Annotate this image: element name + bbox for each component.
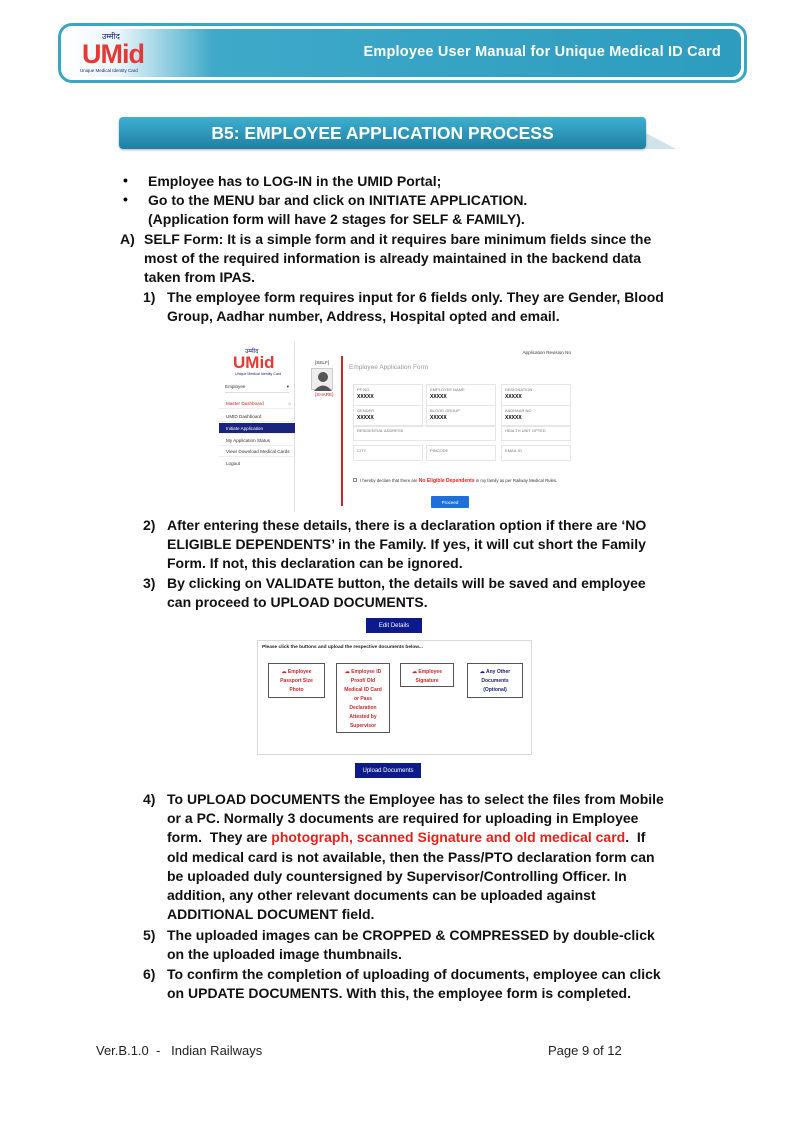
proceed-button[interactable]: Proceed (431, 496, 469, 508)
upload-icon: ☁ (479, 669, 485, 675)
logo-text: UMid (82, 39, 144, 69)
sidebar-logo-hindi: उम्मीद (245, 348, 259, 355)
menu-my-application-status[interactable]: My Application Status (219, 435, 295, 446)
menu-initiate-application[interactable]: Initiate Application (219, 423, 295, 434)
sidebar-logo-tagline: Unique Medical Identity Card (235, 372, 282, 376)
footer-version: Ver.B.1.0 - Indian Railways (96, 1043, 263, 1058)
menu-master-dashboard[interactable] (219, 398, 295, 409)
box-line: Proof/ Old (350, 678, 376, 684)
part-a-line: taken from IPAS. (144, 269, 255, 285)
field-value: XXXXX (430, 415, 447, 421)
step-4-line: To UPLOAD DOCUMENTS the Employee has to select the files from Mobile (167, 791, 664, 807)
declaration-highlight: No Eligible Dependents (418, 478, 475, 484)
upload-photo-button[interactable] (268, 663, 325, 698)
upload-other-documents-button[interactable] (467, 663, 523, 698)
upload-icon: ☁ (281, 669, 287, 675)
sidebar-logo (231, 348, 283, 376)
part-a-line: most of the required information is already maintained in the backend data (144, 250, 642, 266)
box-line: Any Other (486, 669, 511, 675)
step-5-line: on the uploaded image thumbnails. (167, 946, 402, 962)
menu-view-download-cards[interactable]: View/ Download Medical Cards (219, 446, 295, 457)
field-label: RESIDENTIAL ADDRESS (357, 428, 404, 433)
person-icon (312, 369, 334, 391)
step-6-number: 6) (143, 966, 156, 982)
profile-photo (311, 368, 333, 390)
upload-icon: ☁ (344, 669, 350, 675)
upload-id-proof-button[interactable] (336, 663, 390, 733)
part-a-marker: A) (120, 231, 135, 247)
pincode-select[interactable] (426, 445, 496, 461)
step-4-line: addition, any other relevant documents can be uploaded against (167, 887, 596, 903)
field-label: PINCODE (430, 448, 449, 453)
declaration-text: I hereby declare that there are (360, 478, 418, 483)
residential-address-field[interactable] (353, 425, 496, 441)
step-2-line: Form. If not, this declaration can be ignored. (167, 555, 463, 571)
city-select[interactable] (353, 445, 423, 461)
step-4-line (167, 828, 645, 848)
checkbox-icon[interactable] (353, 478, 357, 482)
aadhaar-field[interactable] (501, 405, 571, 427)
pf-no-field[interactable] (353, 384, 423, 406)
step-6-line: To confirm the completion of uploading of documents, employee can click (167, 966, 661, 982)
logo-tagline: Unique Medical Identity Card (80, 68, 138, 73)
bullet-dot-icon: • (123, 172, 128, 188)
box-line: or Pass (353, 696, 373, 702)
chevron-down-icon: ▾ (286, 384, 289, 389)
banner-tail (642, 131, 676, 149)
step-4-line: or a PC. Normally 3 documents are required for uploading in Employee (167, 810, 639, 826)
footer-page-number: Page 9 of 12 (548, 1043, 622, 1058)
box-line: Signature (415, 678, 439, 684)
form-title: Employee Application Form (349, 364, 429, 371)
upload-instruction: Please click the buttons and upload the respective documents below... (262, 645, 423, 650)
home-icon: ⌂ (288, 401, 291, 406)
bullet-2-note: (Application form will have 2 stages for SELF & FAMILY). (148, 211, 525, 227)
menu-logout[interactable]: Logout (226, 461, 241, 466)
step-4-line: ADDITIONAL DOCUMENT field. (167, 906, 375, 922)
sidebar (219, 342, 295, 512)
field-label: CITY (357, 448, 367, 453)
email-field[interactable] (501, 445, 571, 461)
upload-icon: ☁ (411, 669, 417, 675)
field-value: XXXXX (357, 394, 374, 400)
step-2-line: After entering these details, there is a declaration option if there are ‘NO (167, 517, 647, 533)
step-1-number: 1) (143, 289, 156, 305)
step-1-line: Group, Aadhar number, Address, Hospital opted and email. (167, 308, 560, 324)
box-line: Photo (289, 687, 304, 693)
section-title: B5: EMPLOYEE APPLICATION PROCESS (211, 122, 554, 143)
box-line: Employee (287, 669, 312, 675)
field-label: EMPLOYEE NAME (430, 387, 465, 392)
step-4-number: 4) (143, 791, 156, 807)
field-value: XXXXX (430, 394, 447, 400)
step-5-number: 5) (143, 927, 156, 943)
box-line: Employee ID (351, 669, 382, 675)
header-title: Employee User Manual for Unique Medical ID Card (363, 44, 721, 60)
step-3-line: can proceed to UPLOAD DOCUMENTS. (167, 594, 428, 610)
menu-label: Master Dashboard (226, 401, 264, 406)
step-4-line: be uploaded duly countersigned by Supervisor/Controlling Officer. In (167, 868, 627, 884)
box-line: Declaration (349, 705, 377, 711)
step-4-line: old medical card is not available, then the Pass/PTO declaration form can (167, 849, 655, 865)
upload-signature-button[interactable] (400, 663, 454, 687)
box-line: Attested by (349, 714, 377, 720)
upload-documents-button[interactable]: Upload Documents (355, 763, 421, 778)
field-label: BLOOD GROUP (430, 408, 460, 413)
declaration-row[interactable] (353, 478, 557, 484)
field-label: AADHAAR NO (505, 408, 532, 413)
employee-dropdown[interactable] (225, 384, 289, 393)
declaration-text: in my family as per Railway Medical Rules. (475, 478, 558, 483)
bullet-1: Employee has to LOG-IN in the UMID Portal; (148, 173, 442, 189)
step-4-text: form. They are (167, 829, 272, 845)
box-line: Passport Size (280, 678, 313, 684)
step-2-line: ELIGIBLE DEPENDENTS’ in the Family. If yes, it will cut short the Family (167, 536, 646, 552)
bullet-dot-icon: • (123, 191, 128, 207)
revision-label: Application Revision No (522, 350, 571, 355)
field-value: XXXXX (357, 415, 374, 421)
blood-group-select[interactable] (426, 405, 496, 427)
gender-select[interactable] (353, 405, 423, 427)
upload-documents-screenshot (257, 640, 532, 755)
part-a-line: SELF Form: It is a simple form and it requires bare minimum fields since the (144, 231, 652, 247)
field-value: XXXXX (505, 394, 522, 400)
application-form-screenshot (219, 342, 575, 512)
field-label: HEALTH UNIT OPTED (505, 428, 546, 433)
step-4-highlight: photograph, scanned Signature and old medical card (271, 829, 626, 845)
bullet-2: Go to the MENU bar and click on INITIATE APPLICATION. (148, 192, 528, 208)
step-5-line: The uploaded images can be CROPPED & COMPRESSED by double-click (167, 927, 655, 943)
sidebar-logo-text: UMid (233, 353, 275, 372)
self-label: [SELF] (315, 360, 330, 365)
designation-field[interactable] (501, 384, 571, 406)
share-label[interactable]: [SHARE] (315, 392, 334, 397)
step-3-number: 3) (143, 575, 156, 591)
health-unit-select[interactable] (501, 425, 571, 441)
step-1-line: The employee form requires input for 6 fields only. They are Gender, Blood (167, 289, 664, 305)
section-banner (119, 117, 646, 149)
field-label: GENDER (357, 408, 375, 413)
field-value: XXXXX (505, 415, 522, 421)
menu-umid-dashboard[interactable]: UMID Dashboard (219, 411, 295, 422)
box-line: Medical ID Card (344, 687, 382, 693)
box-line: Employee (418, 669, 442, 675)
employee-name-field[interactable] (426, 384, 496, 406)
step-4-text: . If (625, 829, 646, 845)
step-2-number: 2) (143, 517, 156, 533)
logo-hindi: उम्मीद (102, 32, 120, 41)
box-line: (Optional) (483, 687, 507, 693)
box-line: Supervisor (349, 723, 377, 729)
employee-dropdown-label: Employee (225, 384, 246, 389)
step-6-line: on UPDATE DOCUMENTS. With this, the employee form is completed. (167, 985, 631, 1001)
field-label: PF NO. (357, 387, 371, 392)
field-label: EMAIL ID (505, 448, 522, 453)
umid-logo (80, 33, 158, 75)
edit-details-button[interactable]: Edit Details (366, 618, 422, 633)
box-line: Documents (481, 678, 509, 684)
form-divider (341, 356, 343, 506)
field-label: DESIGNATION (505, 387, 533, 392)
step-3-line: By clicking on VALIDATE button, the details will be saved and employee (167, 575, 646, 591)
